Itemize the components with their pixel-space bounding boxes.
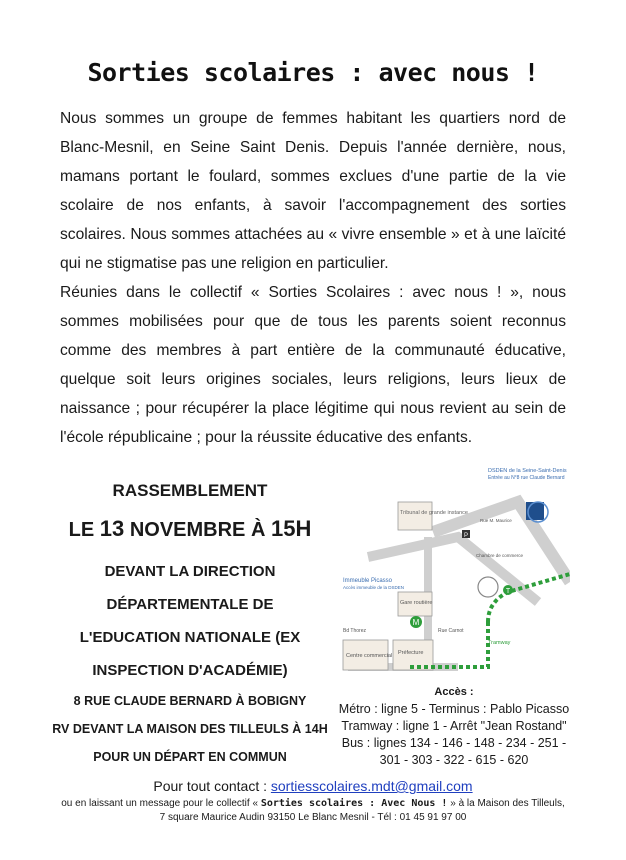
date-hour: 15H [270, 516, 312, 541]
map-label-gare: Gare routière [400, 600, 433, 606]
map-label-dsden: DSDEN de la Seine-Saint-Denis [488, 468, 567, 474]
map-label-dsden-entry: Entrée au N°8 rue Claude Bernard [488, 475, 565, 481]
map-label-tribunal: Tribunal de grande instance [400, 510, 468, 516]
page-title: Sorties scolaires : avec nous ! [87, 58, 539, 87]
intro-text [60, 104, 566, 452]
map-label-prefecture: Préfecture [398, 650, 424, 656]
map-label-picasso-sub: Accès immeuble de la DSDEN [343, 585, 405, 590]
event-departure: POUR UN DÉPART EN COMMUN [93, 750, 287, 764]
event-rv: RV DEVANT LA MAISON DES TILLEULS À 14H [52, 722, 328, 736]
map-label-bd-thorez: Bd Thorez [343, 628, 366, 634]
event-heading: RASSEMBLEMENT [112, 481, 268, 500]
footer-collectif: Sorties scolaires : Avec Nous ! [260, 798, 448, 809]
footer-text [60, 797, 566, 825]
event-place [40, 555, 340, 687]
contact-line [0, 778, 626, 794]
map-label-picasso: Immeuble Picasso [343, 578, 393, 584]
map-label-rue-carnot: Rue Carnot [438, 628, 464, 634]
intro-paragraph-1: Nous sommes un groupe de femmes habitant les quartiers nord de Blanc-Mesnil, en Seine Saint Denis. Depuis l'année dernière, nous, mamans portant le foulard, sommes exclues d'une partie de la vie scolaire de nos enfants, à savoir l'accompagnement des sorties scolaires. Nous sommes attachées au « vivre ensemble » et à une laïcité qui ne stigmatise pas une religion en particulier. [60, 110, 566, 272]
contact-label: Pour tout contact : [153, 778, 267, 794]
event-block [40, 478, 340, 771]
date-month: NOVEMBRE À [129, 519, 266, 541]
location-map [338, 462, 570, 682]
map-label-chambre: Chambre de commerce [476, 553, 524, 558]
place-line: L'EDUCATION NATIONALE (EX [79, 629, 301, 646]
place-line: INSPECTION D'ACADÉMIE) [92, 662, 288, 679]
place-line: DÉPARTEMENTALE DE [106, 596, 274, 613]
map-label-rue: Rue M. Maurice [480, 518, 512, 523]
place-line: DEVANT LA DIRECTION [104, 563, 276, 580]
access-line: Bus : lignes 134 - 146 - 148 - 234 - 251 - [341, 736, 567, 750]
metro-marker-label: M [412, 618, 420, 627]
map-label-tramway: Tramway [488, 640, 511, 646]
map-label-centre: Centre commercial [346, 653, 393, 659]
access-heading: Accès : [434, 686, 474, 698]
parking-marker-label: P [463, 533, 469, 539]
date-day: 13 [99, 516, 125, 541]
event-date [40, 516, 340, 543]
footer-post: » à la Maison des Tilleuls, 7 square Maurice Audin 93150 Le Blanc Mesnil - Tél : 01 45 91 97 00 [159, 798, 565, 823]
intro-paragraph-2: Réunies dans le collectif « Sorties Scolaires : avec nous ! », nous sommes mobilisées pour que de tous les parents soient reconnus comme des membres à part entière de la communauté éducative, quelque soit leurs origines sociales, leurs religions, leurs lieux de naissance ; pour récupérer la place légitime qui nous revient au sein de l'école républicaine ; pour la réussite éducative des enfants. [60, 284, 566, 446]
access-info [338, 684, 570, 769]
contact-email-link[interactable]: sortiesscolaires.mdt@gmail.com [270, 778, 473, 794]
tribunal-building [398, 502, 432, 530]
access-line: Tramway : ligne 1 - Arrêt "Jean Rostand" [341, 719, 567, 733]
footer-pre: ou en laissant un message pour le collectif « [61, 798, 259, 809]
access-line: 301 - 303 - 322 - 615 - 620 [379, 753, 529, 767]
event-address: 8 RUE CLAUDE BERNARD À BOBIGNY [73, 694, 307, 708]
tram-marker-label: T [505, 588, 511, 595]
access-line: Métro : ligne 5 - Terminus : Pablo Picasso [338, 702, 570, 716]
date-prefix: LE [68, 519, 95, 541]
